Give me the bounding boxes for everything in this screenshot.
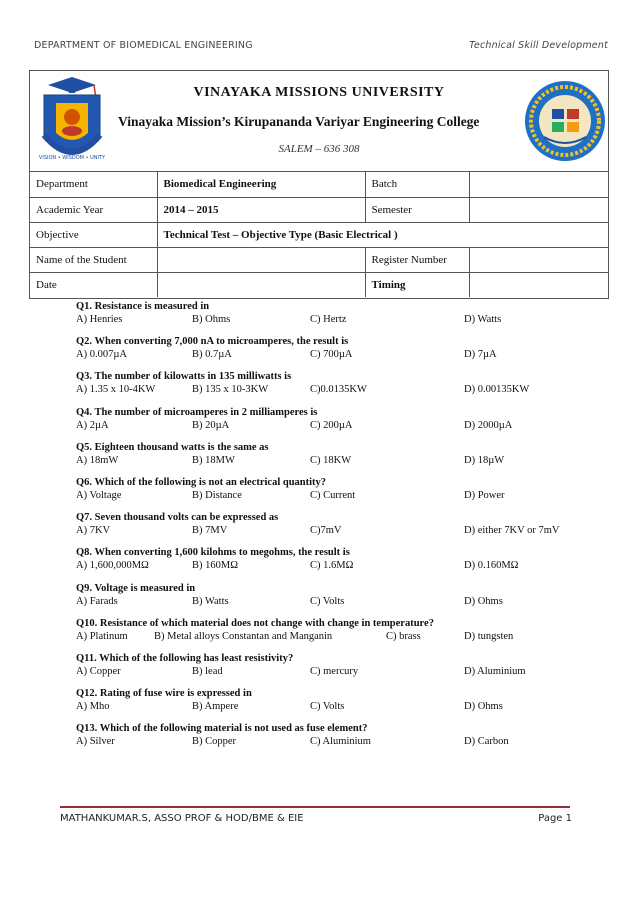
answer-option[interactable]: B) Ohms <box>192 314 231 325</box>
value-objective: Technical Test – Objective Type (Basic Electrical ) <box>157 222 608 247</box>
question-text: Q12. Rating of fuse wire is expressed in <box>76 688 252 700</box>
question-item <box>76 476 576 503</box>
question-text: Q2. When converting 7,000 nA to microamperes, the result is <box>76 336 349 348</box>
question-item <box>76 441 576 468</box>
answer-options <box>76 630 576 644</box>
label-register-number: Register Number <box>365 247 469 272</box>
question-item <box>76 511 576 538</box>
answer-option[interactable]: C)7mV <box>310 525 342 537</box>
question-text: Q9. Voltage is measured in <box>76 582 196 594</box>
question-item <box>76 335 576 362</box>
answer-option[interactable]: C) mercury <box>310 665 359 677</box>
answer-options <box>76 665 576 679</box>
answer-option[interactable]: D) Carbon <box>464 736 509 748</box>
table-row <box>30 247 608 272</box>
label-date: Date <box>30 272 157 297</box>
answer-option[interactable]: B) 20µA <box>192 419 230 431</box>
college-name: Vinayaka Mission’s Kirupananda Variyar Engineering College <box>118 114 480 129</box>
answer-option[interactable]: A) 1,600,000MΩ <box>76 560 149 572</box>
answer-option[interactable]: A) 1.35 x 10-4KW <box>76 384 156 396</box>
answer-option[interactable]: D) Watts <box>464 314 502 325</box>
value-academic-year: 2014 – 2015 <box>157 197 365 222</box>
value-register-number[interactable] <box>469 247 608 272</box>
value-department: Biomedical Engineering <box>157 172 365 197</box>
answer-options <box>76 595 576 609</box>
answer-option[interactable]: B) Distance <box>192 489 242 501</box>
label-objective: Objective <box>30 222 157 247</box>
answer-options <box>76 559 576 573</box>
answer-options <box>76 700 576 714</box>
question-item <box>76 722 576 749</box>
answer-options <box>76 313 576 327</box>
question-item <box>76 406 576 433</box>
question-text: Q1. Resistance is measured in <box>76 301 210 312</box>
question-item <box>76 652 576 679</box>
header-box <box>29 70 609 299</box>
answer-option[interactable]: D) Ohms <box>464 595 503 607</box>
answer-option[interactable]: D) Aluminium <box>464 665 526 677</box>
answer-option[interactable]: D) 0.00135KW <box>464 384 530 396</box>
answer-options <box>76 524 576 538</box>
answer-option[interactable]: D) 2000µA <box>464 419 513 431</box>
answer-options <box>76 419 576 433</box>
table-row <box>30 172 608 197</box>
answer-option[interactable]: A) Silver <box>76 736 115 748</box>
answer-option[interactable]: D) tungsten <box>464 630 514 642</box>
university-logo-motto: VISION • WISDOM • UNITY <box>38 155 106 161</box>
answer-option[interactable]: D) 0.160MΩ <box>464 560 519 572</box>
answer-option[interactable]: A) Platinum <box>76 630 128 642</box>
answer-option[interactable]: A) Henries <box>76 314 123 325</box>
answer-option[interactable]: B) 135 x 10-3KW <box>192 384 269 396</box>
answer-option[interactable]: B) 0.7µA <box>192 349 232 361</box>
page-header-department: DEPARTMENT OF BIOMEDICAL ENGINEERING <box>34 40 253 51</box>
answer-options <box>76 348 576 362</box>
table-row <box>30 272 608 297</box>
answer-option[interactable]: A) Farads <box>76 595 118 607</box>
answer-option[interactable]: A) Voltage <box>76 489 122 501</box>
answer-option[interactable]: C) Volts <box>310 701 345 713</box>
question-text: Q3. The number of kilowatts in 135 milliwatts is <box>76 371 292 383</box>
answer-options <box>76 489 576 503</box>
question-text: Q13. Which of the following material is not used as fuse element? <box>76 723 368 735</box>
page-number: Page 1 <box>538 813 572 824</box>
answer-options <box>76 454 576 468</box>
answer-option[interactable]: A) Copper <box>76 665 121 677</box>
question-item <box>76 582 576 609</box>
answer-option[interactable]: C) 200µA <box>310 419 353 431</box>
question-text: Q8. When converting 1,600 kilohms to megohms, the result is <box>76 547 350 559</box>
student-info-table <box>30 172 608 297</box>
label-batch: Batch <box>365 172 469 197</box>
label-student-name: Name of the Student <box>30 247 157 272</box>
value-student-name[interactable] <box>157 247 365 272</box>
question-item <box>76 617 576 644</box>
answer-option[interactable]: C) 1.6MΩ <box>310 560 354 572</box>
university-name: VINAYAKA MISSIONS UNIVERSITY <box>193 85 445 100</box>
answer-option[interactable]: C) 700µA <box>310 349 353 361</box>
answer-option[interactable]: C) brass <box>386 630 421 642</box>
answer-option[interactable]: B) Watts <box>192 595 229 607</box>
question-item <box>76 300 576 327</box>
answer-option[interactable]: B) 7MV <box>192 525 228 537</box>
table-row <box>30 197 608 222</box>
question-item <box>76 687 576 714</box>
value-batch[interactable] <box>469 172 608 197</box>
value-timing[interactable] <box>469 272 608 297</box>
question-item <box>76 546 576 573</box>
answer-option[interactable]: D) Ohms <box>464 701 503 713</box>
answer-option[interactable]: D) either 7KV or 7mV <box>464 525 560 537</box>
answer-option[interactable]: B) 18MW <box>192 454 235 466</box>
answer-options <box>76 383 576 397</box>
answer-option[interactable]: A) 18mW <box>76 454 119 466</box>
label-academic-year: Academic Year <box>30 197 157 222</box>
value-date[interactable] <box>157 272 365 297</box>
answer-option[interactable]: B) Ampere <box>192 701 239 713</box>
answer-option[interactable]: A) 2µA <box>76 419 109 431</box>
answer-option[interactable]: A) Mho <box>76 701 110 713</box>
value-semester[interactable] <box>469 197 608 222</box>
answer-option[interactable]: B) 160MΩ <box>192 560 239 572</box>
question-list <box>76 300 576 757</box>
question-text: Q5. Eighteen thousand watts is the same as <box>76 441 269 453</box>
question-text: Q11. Which of the following has least resistivity? <box>76 652 294 664</box>
question-text: Q10. Resistance of which material does not change with change in temperature? <box>76 617 434 629</box>
answer-option[interactable]: C)0.0135KW <box>310 384 367 396</box>
label-department: Department <box>30 172 157 197</box>
label-semester: Semester <box>365 197 469 222</box>
table-row <box>30 222 608 247</box>
college-city: SALEM – 636 308 <box>278 143 360 155</box>
answer-option[interactable]: B) lead <box>192 665 223 677</box>
answer-option[interactable]: A) 0.007µA <box>76 349 127 361</box>
answer-option[interactable]: A) 7KV <box>76 525 111 537</box>
question-text: Q7. Seven thousand volts can be expressed as <box>76 512 279 524</box>
answer-option[interactable]: C) 18KW <box>310 454 352 466</box>
answer-option[interactable]: C) Volts <box>310 595 345 607</box>
answer-option[interactable]: D) 18µW <box>464 454 505 466</box>
answer-option[interactable]: D) 7µA <box>464 349 497 361</box>
question-text: Q6. Which of the following is not an electrical quantity? <box>76 476 327 488</box>
question-item <box>76 370 576 397</box>
answer-option[interactable]: C) Current <box>310 489 356 501</box>
answer-option[interactable]: D) Power <box>464 489 505 501</box>
question-text: Q4. The number of microamperes in 2 milliamperes is <box>76 406 318 418</box>
college-seal-icon <box>524 77 606 165</box>
footer-rule <box>60 806 570 808</box>
university-banner <box>30 71 608 172</box>
answer-option[interactable]: C) Hertz <box>310 314 347 325</box>
answer-options <box>76 735 576 749</box>
answer-option[interactable]: B) Copper <box>192 736 237 748</box>
footer-author: MATHANKUMAR.S, ASSO PROF & HOD/BME & EIE <box>60 813 304 824</box>
page-header-title: Technical Skill Development <box>469 40 608 51</box>
label-timing: Timing <box>365 272 469 297</box>
answer-option[interactable]: C) Aluminium <box>310 736 371 748</box>
answer-option[interactable]: B) Metal alloys Constantan and Manganin <box>154 630 333 642</box>
